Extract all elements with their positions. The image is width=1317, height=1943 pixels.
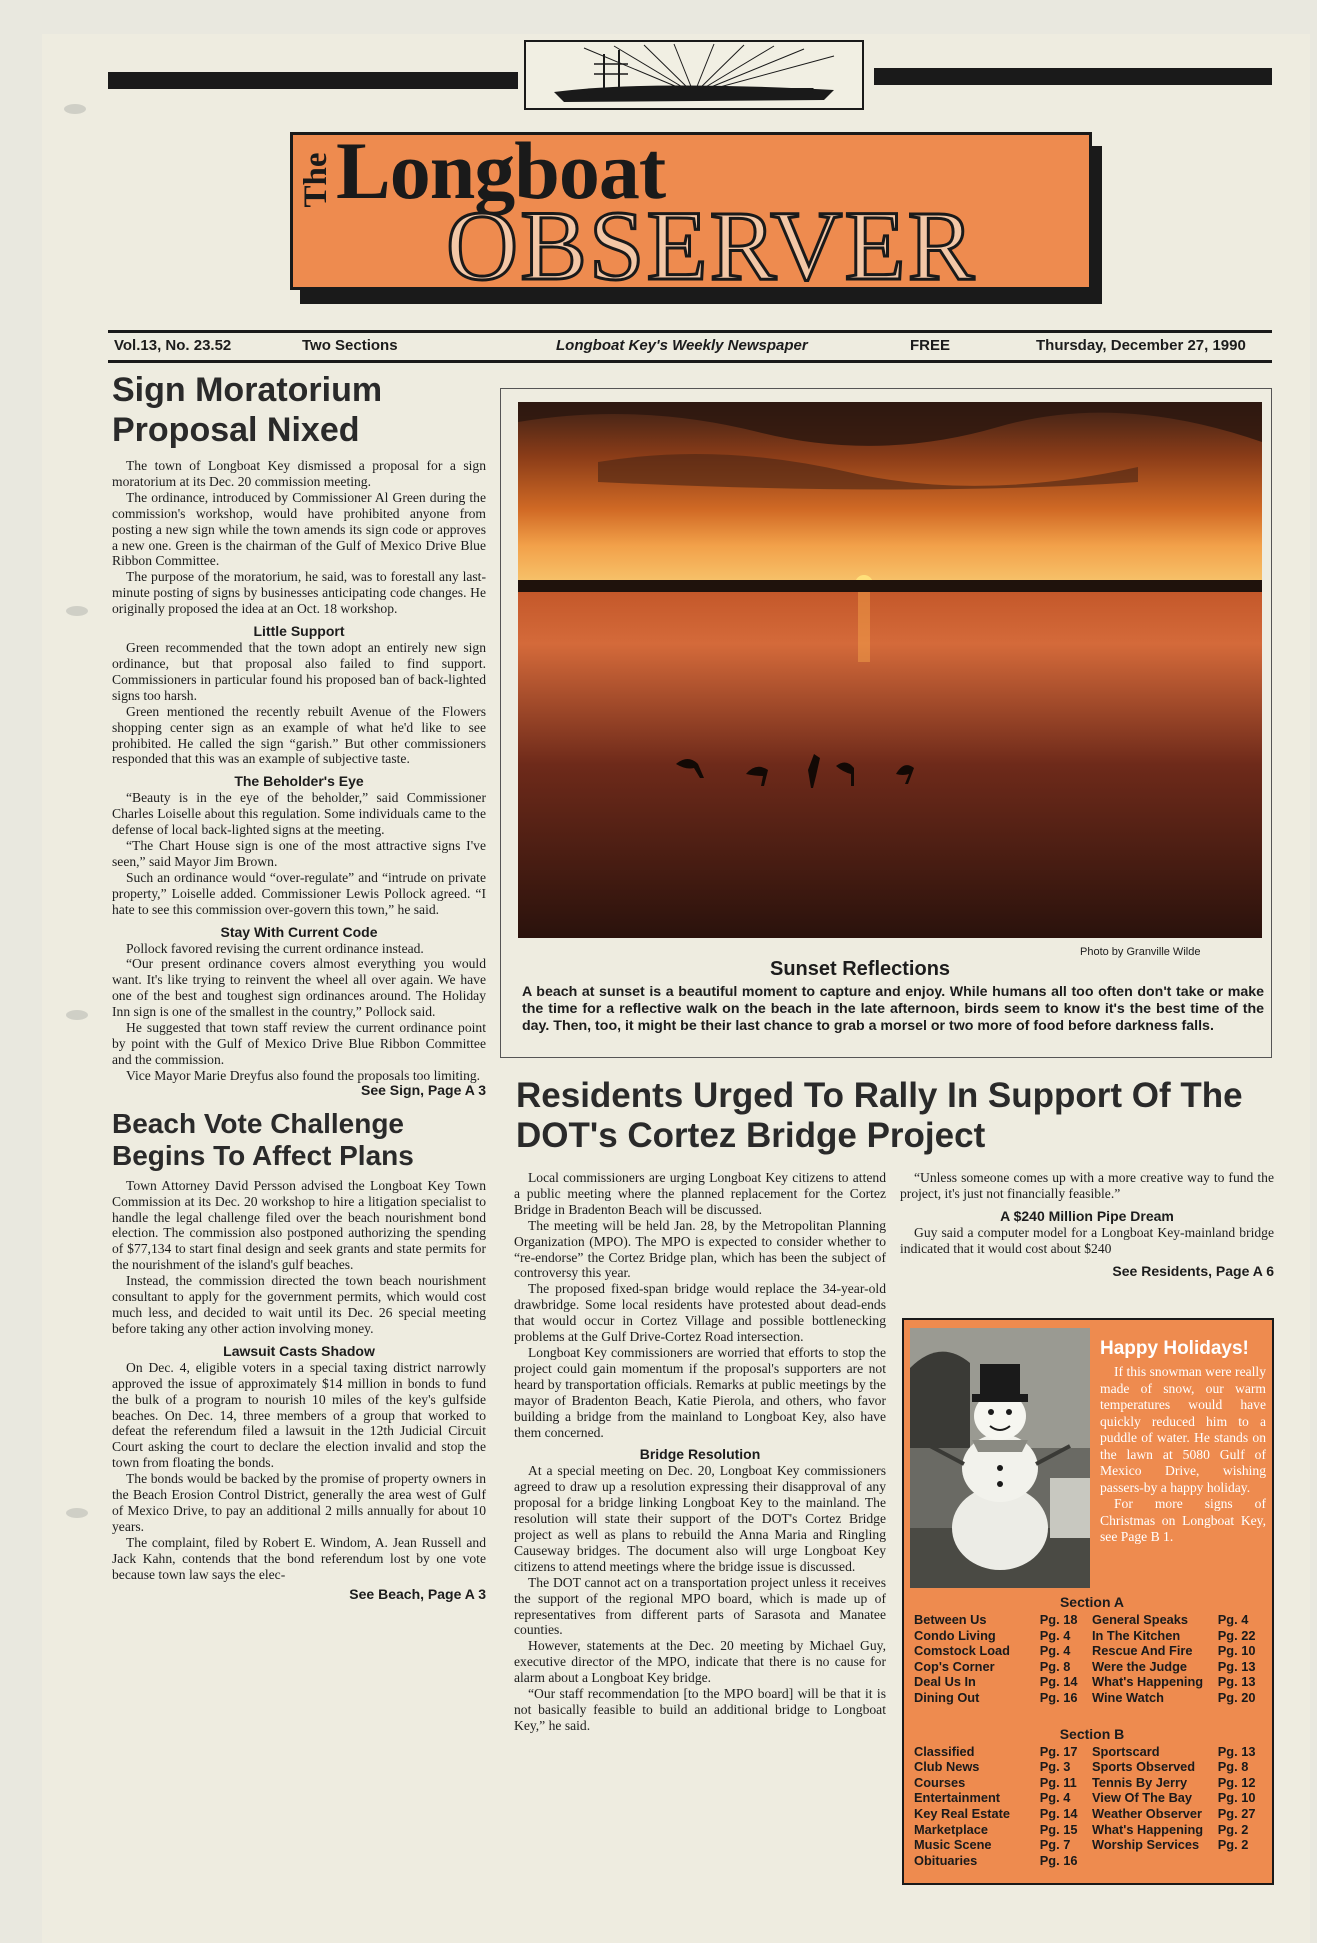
index-entry-name[interactable]: Music Scene [914,1837,992,1853]
beach-story-paragraph: The bonds would be backed by the promise of property owners in the Beach Erosion Control District, generally the area west of Gulf of Mexico Drive, to pay an additional 2 mills annually for about 10 years. [112,1471,486,1534]
sign-story [112,370,486,1602]
index-entry-name[interactable]: Dining Out [914,1689,980,1705]
holiday-paragraph: If this snowman were really made of snow, our warm temperatures would have quickly reduced him to a puddle of water. He stands on the lawn at 5080 Gulf of Mexico Drive, wishing passers-by a happy holiday. [1100,1364,1266,1495]
index-entry-name[interactable]: Between Us [914,1612,987,1627]
beach-story-headline: Beach Vote Challenge Begins To Affect Plans [112,1107,414,1171]
holiday-title: Happy Holidays! [1100,1338,1249,1359]
index-entry-name[interactable]: Rescue And Fire [1092,1643,1193,1659]
index-section-a-title: Section A [1059,1594,1125,1610]
beach-story-subhead: Lawsuit Casts Shadow [223,1342,375,1359]
index-entry-page[interactable]: Pg. 22 [1217,1627,1256,1643]
index-entry-name[interactable]: Condo Living [914,1627,996,1643]
index-entry-page[interactable]: Pg. 13 [1217,1674,1256,1690]
residents-story-paragraph: The proposed fixed-span bridge would replace the 34-year-old drawbridge. Some local residents have protested about dead-ends that would occur in Cortez Village and possible bottlenecking problems at the Gulf Drive-Cortez Road intersection. [514,1281,886,1345]
index-entry-name[interactable]: Comstock Load [914,1643,1010,1659]
residents-story-paragraph: Guy said a computer model for a Longboat Key-mainland bridge indicated that it would cost about $240 [900,1224,1274,1256]
photo-caption-title: Sunset Reflections [770,958,951,980]
sign-story-paragraph: The ordinance, introduced by Commissioner Al Green during the commission's workshop, would have prohibited anyone from posting a new sign while the town amends its sign code or approves a new one. Green is the chairman of the Gulf of Mexico Drive Blue Ribbon Committee. [112,489,486,569]
sign-story-paragraph: The purpose of the moratorium, he said, was to forestall any last-minute posting of signs by businesses anticipating code changes. He originally proposed the idea at an Oct. 18 workshop. [112,569,486,617]
dateline-rule-bottom [108,360,1272,363]
beach-story-paragraph: Town Attorney David Persson advised the Longboat Key Town Commission at its Dec. 20 workshop to hire a litigation specialist to handle the legal challenge filed over the beach nourishment bond election. The commission also postponed authorizing the spending of $77,134 to start final design and seek grants and state permits for the nourishment of the island's gulf beaches. [112,1177,486,1273]
residents-story-paragraph: Local commissioners are urging Longboat Key citizens to attend a public meeting where the planned replacement for the Cortez Bridge in Bradenton Beach will be discussed. [514,1170,886,1217]
index [914,1594,1270,1868]
index-entry-name[interactable]: Tennis By Jerry [1092,1774,1188,1790]
dateline-volume: Vol.13, No. 23.52 [114,337,232,354]
residents-story-subhead: A $240 Million Pipe Dream [1000,1207,1174,1224]
index-row [914,1674,1270,1690]
masthead-title-observer: OBSERVER [446,190,977,301]
residents-story-subhead: Bridge Resolution [639,1446,761,1463]
sign-story-paragraph: Green recommended that the town adopt an entirely new sign ordinance, but that proposal also failed to find support. Commissioners in particular found his proposed ban of back-lighted signs too harsh. [112,640,486,703]
index-entry-page[interactable]: Pg. 13 [1217,1743,1256,1759]
index-row [914,1759,1270,1775]
index-section-b-title: Section B [1059,1725,1125,1742]
sign-story-paragraph: “The Chart House sign is one of the most attractive signs I've seen,” said Mayor Jim Brown. [112,838,486,869]
beach-story-paragraph: The complaint, filed by Robert E. Windom, A. Jean Russell and Jack Kahn, contends that the bond referendum lost by one vote because town law says the elec- [112,1534,486,1582]
residents-story-paragraph: The DOT cannot act on a transportation project unless it receives the support of the regional MPO board, which is made up of representatives from different parts of Sarasota and Manatee counties. [514,1574,886,1638]
ship-logo-icon [524,40,864,110]
index-entry-name[interactable]: Marketplace [914,1821,988,1837]
index-entry-name[interactable]: Wine Watch [1092,1689,1164,1705]
sign-story-subhead: Stay With Current Code [220,923,378,940]
residents-story-jump-link[interactable]: See Residents, Page A 6 [1112,1262,1274,1279]
sign-story-jump-link[interactable]: See Sign, Page A 3 [360,1081,486,1098]
index-row [914,1806,1270,1822]
index-entry-page[interactable]: Pg. 16 [1039,1689,1078,1705]
index-entry-page[interactable]: Pg. 14 [1039,1674,1078,1690]
dateline-tagline: Longboat Key's Weekly Newspaper [556,337,808,354]
index-entry-page[interactable]: Pg. 20 [1217,1689,1256,1705]
index-entry-name[interactable]: What's Happening [1092,1821,1204,1837]
index-entry-page[interactable]: Pg. 2 [1217,1821,1249,1837]
holiday-paragraph: For more signs of Christmas on Longboat Key, see Page B 1. [1100,1496,1266,1544]
residents-story-paragraph: At a special meeting on Dec. 20, Longboat Key commissioners agreed to draw up a resolution expressing their disapproval of any proposal for a bridge linking Longboat Key to the mainland. The resolution will state their support of the DOT's Cortez Bridge project as well as plans to rebuild the Anna Maria and Ringling Causeway bridges. The document also will urge Longboat Key citizens to attend meetings where the bridge issue is discussed. [514,1463,886,1574]
index-entry-page[interactable] [1218,1853,1270,1869]
index-entry-name[interactable]: Obituaries [914,1852,978,1868]
index-entry-page[interactable]: Pg. 10 [1217,1643,1256,1659]
index-entry-page[interactable]: Pg. 15 [1039,1821,1078,1837]
beach-story-paragraph: Instead, the commission directed the town beach nourishment consultant to apply for the government permits, which would cost much less, and decided to wait until its Dec. 26 special meeting before taking any other action involving money. [112,1273,486,1336]
beach-story-jump-link[interactable]: See Beach, Page A 3 [349,1586,486,1603]
index-entry-page[interactable]: Pg. 4 [1039,1627,1071,1643]
index-row [914,1837,1270,1853]
sign-story-paragraph: “Our present ordinance covers almost everything you would want. It's like trying to reinvent the wheel all over again. We have one of the best and toughest sign ordinances around. The Holiday Inn sign is one of the smallest in the country,” Pollock said. [112,956,486,1020]
residents-story-paragraph: The meeting will be held Jan. 28, by the Metropolitan Planning Organization (MPO). The MPO is expected to consider whether to “re-endorse” the Cortez Bridge plan, which has been the subject of controversy this year. [514,1217,886,1281]
index-entry-name[interactable]: Weather Observer [1092,1805,1203,1821]
index-row [914,1853,1270,1869]
index-section-b [914,1744,1270,1869]
index-entry-page[interactable]: Pg. 11 [1039,1774,1077,1790]
index-row [914,1659,1270,1675]
index-entry-page[interactable]: Pg. 16 [1039,1852,1078,1868]
dateline-date: Thursday, December 27, 1990 [1036,337,1246,354]
index-entry-page[interactable]: Pg. 13 [1217,1658,1256,1674]
index-row [914,1790,1270,1806]
sign-story-paragraph: Green mentioned the recently rebuilt Avenue of the Flowers shopping center sign as an example of what he'd like to see prohibited. He called the sign “garish.” But other commissioners responded that this was an example of subjective taste. [112,703,486,767]
index-entry-page[interactable]: Pg. 3 [1039,1759,1071,1775]
index-entry-page[interactable]: Pg. 10 [1217,1790,1256,1806]
index-entry-name[interactable]: Classified [914,1743,975,1759]
index-row [914,1643,1270,1659]
masthead-title-the: The [298,152,334,208]
index-entry-name[interactable]: Entertainment [914,1790,1001,1806]
sign-story-paragraph: He suggested that town staff review the current ordinance point by point with the Gulf of Mexico Drive Blue Ribbon Committee and the commission. [112,1020,486,1067]
index-row [914,1690,1270,1706]
index-entry-page[interactable]: Pg. 4 [1217,1612,1249,1627]
residents-story-paragraph: “Unless someone comes up with a more creative way to fund the project, it's just not financially feasible.” [900,1170,1274,1201]
binder-hole-icon [64,104,86,114]
index-entry-name[interactable] [1092,1853,1218,1869]
index-entry-page[interactable]: Pg. 17 [1039,1743,1078,1759]
photo-caption-text: A beach at sunset is a beautiful moment to capture and enjoy. While humans all too often don't take or make the time for a reflective walk on the beach in the late afternoon, birds seem to know it's the best time of the day. Then, too, it might be their last chance to grab a morsel or two more of food before darkness falls. [522,984,1264,1034]
index-entry-name[interactable]: Were the Judge [1092,1658,1188,1674]
index-row [914,1628,1270,1644]
index-entry-page[interactable]: Pg. 4 [1039,1790,1071,1806]
sunset-photo [518,402,1262,938]
sign-story-subhead: Little Support [253,623,345,640]
index-entry-page[interactable]: Pg. 8 [1217,1759,1249,1775]
beach-story-paragraph: On Dec. 4, eligible voters in a special taxing district narrowly approved the issue of approximately $14 million in bonds to fund the bulk of a program to nourish 10 miles of the key's gulfside beaches. On Dec. 14, three members of a group that worked to defeat the referendum filed a lawsuit in the 12th Judicial Circuit Court asking the court to declare the election invalid and stop the town from floating the bonds. [112,1359,486,1471]
index-entry-page[interactable]: Pg. 8 [1039,1658,1071,1674]
dateline-sections: Two Sections [302,337,398,354]
index-entry-page[interactable]: Pg. 14 [1039,1805,1078,1821]
index-entry-name[interactable]: Courses [914,1774,966,1790]
photo-credit: Photo by Granville Wilde [1080,946,1201,958]
dateline-price: FREE [910,337,951,354]
index-entry-name[interactable]: Key Real Estate [914,1805,1011,1821]
residents-story-paragraph: “Our staff recommendation [to the MPO board] will be that it is not basically feasible to build an additional bridge to Longboat Key,” he said. [514,1686,886,1733]
index-entry-name[interactable]: Sportscard [1092,1743,1160,1759]
sign-story-paragraph: The town of Longboat Key dismissed a proposal for a sign moratorium at its Dec. 20 commission meeting. [112,458,486,489]
index-row [914,1744,1270,1760]
index-entry-name[interactable]: View Of The Bay [1092,1790,1193,1806]
sign-story-paragraph: Vice Mayor Marie Dreyfus also found the proposals too limiting. [126,1067,481,1083]
residents-story-col2 [900,1170,1274,1279]
masthead-title-longboat: Longboat [336,125,666,216]
index-entry-page[interactable]: Pg. 12 [1217,1774,1256,1790]
index-entry-name[interactable]: Deal Us In [914,1674,976,1690]
index-entry-name[interactable]: Club News [914,1759,980,1775]
sign-story-subhead: The Beholder's Eye [234,773,364,790]
index-entry-page[interactable]: Pg. 4 [1039,1643,1071,1659]
index-row [914,1612,1270,1628]
snowman-photo [910,1328,1090,1588]
binder-hole-icon [66,1010,88,1020]
residents-story-headline: Residents Urged To Rally In Support Of The DOT's Cortez Bridge Project [516,1076,1243,1155]
index-entry-page[interactable]: Pg. 27 [1217,1805,1256,1821]
index-section-a [914,1612,1270,1706]
sign-story-paragraph: “Beauty is in the eye of the beholder,” said Commissioner Charles Loiselle about this regulation. Some individuals came to the defense of local back-lighted signs at the meeting. [112,790,486,838]
residents-story-paragraph: Longboat Key commissioners are worried that efforts to stop the project could gain momentum if the proposal's supporters are not heard by transportation officials. Remarks at public meetings by the mayor of Bradenton Beach, Katie Pierola, and others, who favor building a bridge from the mainland to Longboat Key, also have them concerned. [514,1344,886,1440]
index-entry-name[interactable]: What's Happening [1092,1674,1204,1690]
dateline-rule-top [108,330,1272,333]
index-entry-name[interactable]: Worship Services [1092,1837,1200,1853]
index-row [914,1775,1270,1791]
index-entry-page[interactable]: Pg. 2 [1217,1837,1249,1853]
sign-story-headline: Sign Moratorium Proposal Nixed [112,371,383,449]
index-entry-name[interactable]: Cop's Corner [914,1658,995,1674]
sign-story-paragraph: Pollock favored revising the current ordinance instead. [126,940,424,956]
index-entry-page[interactable]: Pg. 18 [1039,1612,1078,1627]
index-entry-page[interactable]: Pg. 7 [1039,1837,1071,1853]
masthead-rule-right [874,68,1272,85]
index-entry-name[interactable]: In The Kitchen [1092,1627,1181,1643]
index-entry-name[interactable]: Sports Observed [1092,1759,1196,1775]
index-entry-name[interactable]: General Speaks [1092,1612,1189,1627]
masthead-rule-left [108,72,518,89]
binder-hole-icon [66,1508,88,1518]
residents-story-col1 [514,1170,886,1734]
holiday-text [1100,1364,1266,1546]
binder-hole-icon [66,606,88,616]
index-row [914,1822,1270,1838]
residents-story-paragraph: However, statements at the Dec. 20 meeting by Michael Guy, executive director of the MPO, indicate that there is no cause for alarm about a Longboat Key bridge. [514,1638,886,1686]
sign-story-paragraph: Such an ordinance would “over-regulate” and “intrude on private property,” Loiselle added. Commissioner Lewis Pollock agreed. “I hate to see this commission over-govern this town,” he said. [112,869,486,917]
